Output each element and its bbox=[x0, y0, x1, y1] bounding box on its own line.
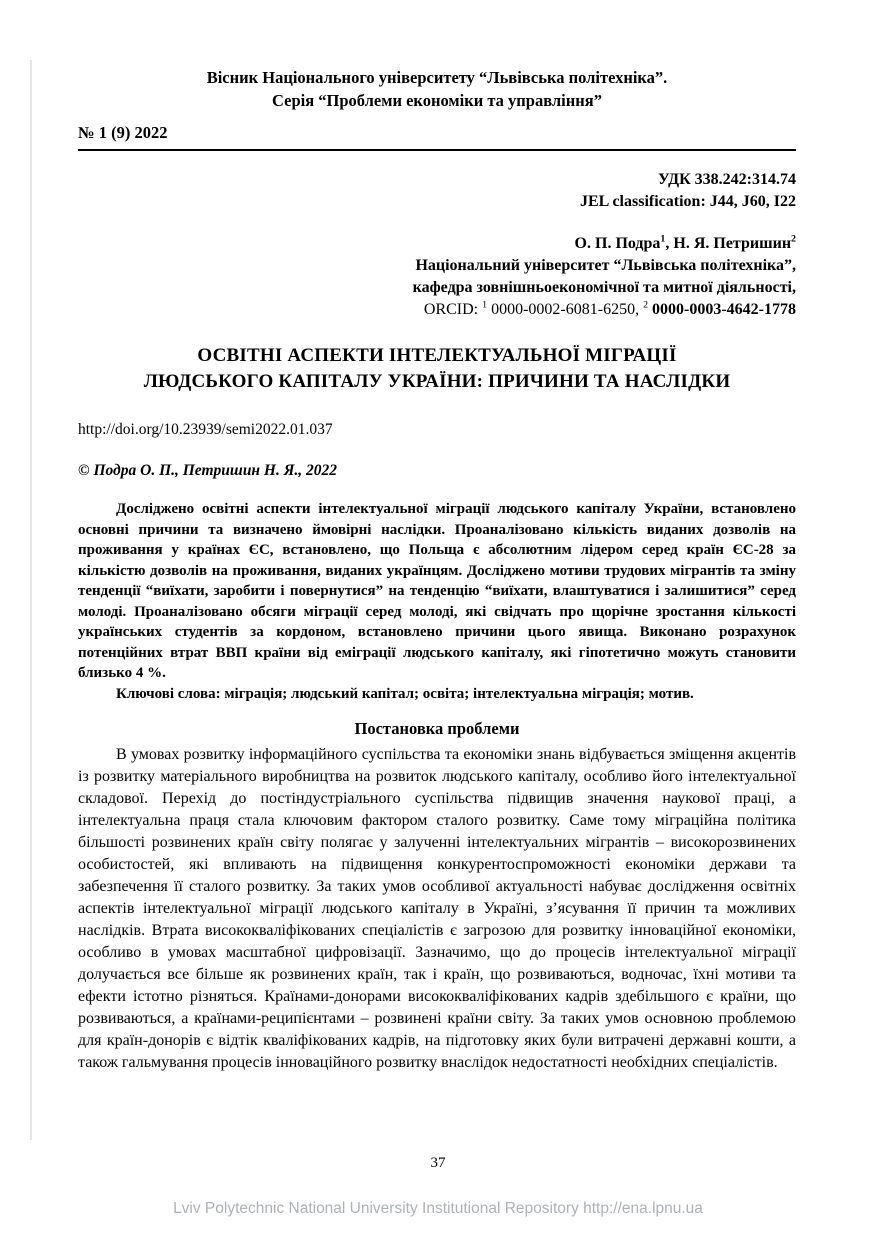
author-1-superscript: 1 bbox=[660, 233, 666, 245]
doi-link[interactable]: http://doi.org/10.23939/semi2022.01.037 bbox=[78, 421, 333, 438]
orcid-2-value: 0000-0003-4642-1778 bbox=[652, 301, 796, 318]
section-heading: Постановка проблеми bbox=[354, 719, 520, 738]
journal-title-line1: Вісник Національного університету “Львівська політехніка”. bbox=[206, 68, 668, 87]
orcid-label: ORCID: bbox=[423, 301, 479, 318]
scan-edge-artifact bbox=[30, 60, 32, 1140]
authors-block bbox=[78, 233, 796, 321]
affiliation-line-1: Національний університет “Львівська політехніка”, bbox=[415, 257, 796, 274]
body-text bbox=[78, 744, 796, 1074]
keywords-paragraph bbox=[78, 684, 796, 705]
issue-number: № 1 (9) 2022 bbox=[78, 123, 168, 142]
authors-separator: , bbox=[665, 235, 674, 252]
journal-title-line2: Серія “Проблеми економіки та управління” bbox=[272, 91, 602, 110]
keywords-label: Ключові слова: bbox=[116, 685, 221, 702]
article-title-line1: ОСВІТНІ АСПЕКТИ ІНТЕЛЕКТУАЛЬНОЇ МІГРАЦІЇ bbox=[197, 345, 677, 366]
orcid-1-value: 0000-0002-6081-6250, bbox=[491, 301, 640, 318]
abstract-block bbox=[78, 499, 796, 704]
keywords-list: міграція; людський капітал; освіта; інтелектуальна міграція; мотив. bbox=[220, 685, 694, 702]
authors-line bbox=[78, 233, 796, 255]
orcid-2-superscript: 2 bbox=[643, 299, 649, 311]
issue-number-row bbox=[78, 122, 796, 151]
author-2-superscript: 2 bbox=[791, 233, 796, 245]
copyright-line: © Подра О. П., Петришин Н. Я., 2022 bbox=[78, 462, 338, 479]
affiliation-line-2: кафедра зовнішньоекономічної та митної діяльності, bbox=[412, 279, 796, 296]
orcid-1-superscript: 1 bbox=[482, 299, 488, 311]
udc-code: УДК 338.242:314.74 bbox=[657, 171, 796, 188]
meta-block bbox=[78, 169, 796, 213]
author-1-name: О. П. Подра bbox=[574, 235, 661, 252]
doi-row bbox=[78, 419, 796, 440]
orcid-line bbox=[78, 299, 796, 321]
abstract-paragraph: Досліджено освітні аспекти інтелектуальної міграції людського капіталу України, встановлено основні причини та визначено ймовірні наслідки. Проаналізовано кількість виданих дозволів на проживання у країнах ЄС, встановлено, що Польща є абсолютним лідером серед країн ЄС-28 за кількістю дозволів на проживання, виданих українцям. Досліджено мотиви трудових мігрантів та зміну тенденції “виїхати, заробити і повернутися” на тенденцію “виїхати, влаштуватися і залишитися” серед молоді. Проаналізовано обсяги міграції серед молоді, які свідчать про щорічне зростання кількості українських студентів за кордоном, встановлено причини цього явища. Виконано розрахунок потенційних втрат ВВП країни від еміграції людського капіталу, які гіпотетично можуть становити близько 4 %. bbox=[78, 501, 796, 681]
jel-classification: JEL classification: J44, J60, I22 bbox=[579, 193, 796, 210]
journal-header bbox=[78, 66, 796, 112]
page-number: 37 bbox=[430, 1155, 446, 1171]
body-paragraph: В умовах розвитку інформаційного суспільства та економіки знань відбувається зміщення акцентів із розвитку матеріального виробництва на розвиток людського капіталу, особливо його інтелектуальної складової. Перехід до постіндустріального суспільства підвищив значення наукової праці, а інтелектуальна праця стала ключовим фактором сталого розвитку. Саме тому міграційна політика більшості розвинених країн світу полягає у залученні інтелектуальних мігрантів – високорозвинених особистостей, які впливають на підвищення конкурентоспроможності економіки держави та забезпечення її сталого розвитку. За таких умов особливої актуальності набуває дослідження освітніх аспектів інтелектуальної міграції людського капіталу в Україні, з’ясування її причин та можливих наслідків. Втрата висококваліфікованих спеціалістів є загрозою для розвитку інноваційної економіки, особливо в умовах масштабної цифровізації. Зазначимо, що до процесів інтелектуальної міграції долучається все більше як розвинених країн, так і країн, що розвиваються, водночас, їхні мотиви та ефекти істотно різняться. Країнами-донорами висококваліфікованих кадрів здебільшого є країни, що розвиваються, а країнами-реципієнтами – розвинені країни світу. За таких умов основною проблемою для країн-донорів є відтік кваліфікованих кадрів, на підготовку яких були витрачені державні кошти, а також гальмування процесів інноваційного розвитку внаслідок недостатності необхідних спеціалістів. bbox=[78, 746, 796, 1071]
repository-watermark: Lviv Polytechnic National University Institutional Repository http://ena.lpnu.ua bbox=[173, 1200, 703, 1217]
article-title-line2: ЛЮДСЬКОГО КАПІТАЛУ УКРАЇНИ: ПРИЧИНИ ТА НАСЛІДКИ bbox=[143, 371, 731, 392]
article-title bbox=[78, 343, 796, 395]
author-2-name: Н. Я. Петришин bbox=[673, 235, 792, 252]
